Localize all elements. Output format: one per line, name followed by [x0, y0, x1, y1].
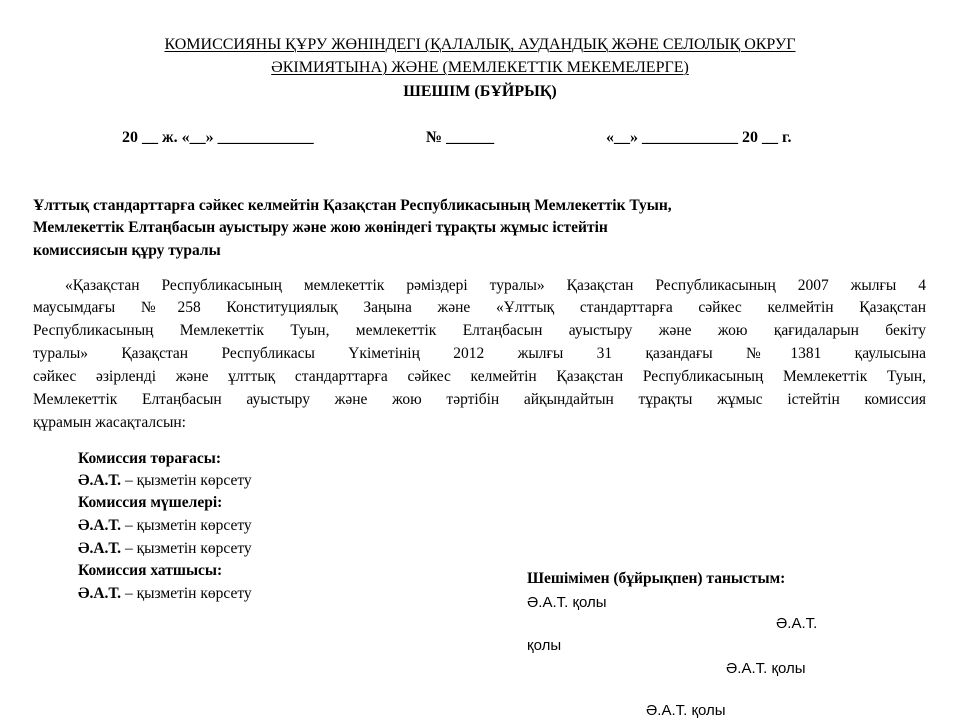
- body-line-2: маусымдағы №258 Конституциялық Заңына және «Ұлттық стандарттарға сәйкес келмейтін Қазақстан: [33, 299, 926, 316]
- date-left: 20 __ ж. «__» ____________: [122, 129, 314, 146]
- date-right: «__» ____________ 20 __ г.: [606, 129, 792, 146]
- subject-line-1: Ұлттық стандарттарға сәйкес келмейтін Қазақстан Республикасының Мемлекеттік Туын,: [33, 197, 672, 214]
- member-name-2: Ә.А.Т.: [78, 540, 122, 557]
- body-line-3: Республикасының Мемлекеттік Туын, мемлекеттік Елтаңбасын ауыстыру және жою қағидаларын бекіту: [33, 322, 926, 339]
- subject-line-3: комиссиясын құру туралы: [33, 242, 221, 259]
- signature-4: Ә.А.Т. қолы: [646, 702, 726, 719]
- chair-entry: [78, 472, 252, 490]
- signature-2-name: Ә.А.Т.: [776, 615, 818, 632]
- signature-2-sign: қолы: [527, 637, 562, 654]
- chair-heading: Комиссия төрағасы:: [78, 450, 222, 467]
- member-name-1: Ә.А.Т.: [78, 517, 122, 534]
- body-line-4: туралы» Қазақстан Республикасы Үкіметінің 2012 жылғы 31 қазандағы №1381 қаулысына: [33, 345, 926, 362]
- document-number: № ______: [426, 129, 495, 146]
- subject-line-2: Мемлекеттік Елтаңбасын ауыстыру және жою жөніндегі тұрақты жұмыс істейтін: [33, 219, 608, 236]
- body-line-1: «Қазақстан Республикасының мемлекеттік рәміздері туралы» Қазақстан Республикасының 2007 жылғы 4: [65, 277, 926, 294]
- secretary-position: – қызметін көрсету: [121, 585, 252, 602]
- secretary-heading: Комиссия хатшысы:: [78, 562, 223, 579]
- member-position-1: – қызметін көрсету: [121, 517, 252, 534]
- body-line-6: Мемлекеттік Елтаңбасын ауыстыру және жою тәртібін айқындайтын тұрақты жұмыс істейтін комиссия: [33, 391, 926, 408]
- document-title: ШЕШІМ (БҰЙРЫҚ): [403, 83, 557, 100]
- chair-position: – қызметін көрсету: [121, 472, 252, 489]
- secretary-entry: [78, 585, 252, 603]
- secretary-name: Ә.А.Т.: [78, 585, 122, 602]
- signature-3: Ә.А.Т. қолы: [726, 660, 806, 677]
- member-entry-1: [78, 517, 252, 535]
- body-line-7: құрамын жасақталсын:: [33, 414, 186, 431]
- signature-1: Ә.А.Т. қолы: [527, 594, 607, 611]
- acknowledgement-heading: Шешімімен (бұйрықпен) таныстым:: [527, 570, 786, 587]
- header-line-1: КОМИССИЯНЫ ҚҰРУ ЖӨНІНДЕГІ (ҚАЛАЛЫҚ, АУДАНДЫҚ ЖӘНЕ СЕЛОЛЫҚ ОКРУГ: [164, 36, 796, 53]
- member-position-2: – қызметін көрсету: [121, 540, 252, 557]
- body-line-5: сәйкес әзірленді және ұлттық стандарттарға сәйкес келмейтін Қазақстан Республикасының Мемлекеттік Туын,: [33, 368, 926, 385]
- chair-name: Ә.А.Т.: [78, 472, 122, 489]
- members-heading: Комиссия мүшелері:: [78, 494, 223, 511]
- header-line-2: ӘКІМИЯТЫНА) ЖӘНЕ (МЕМЛЕКЕТТІК МЕКЕМЕЛЕРГЕ): [271, 59, 689, 76]
- member-entry-2: [78, 540, 252, 558]
